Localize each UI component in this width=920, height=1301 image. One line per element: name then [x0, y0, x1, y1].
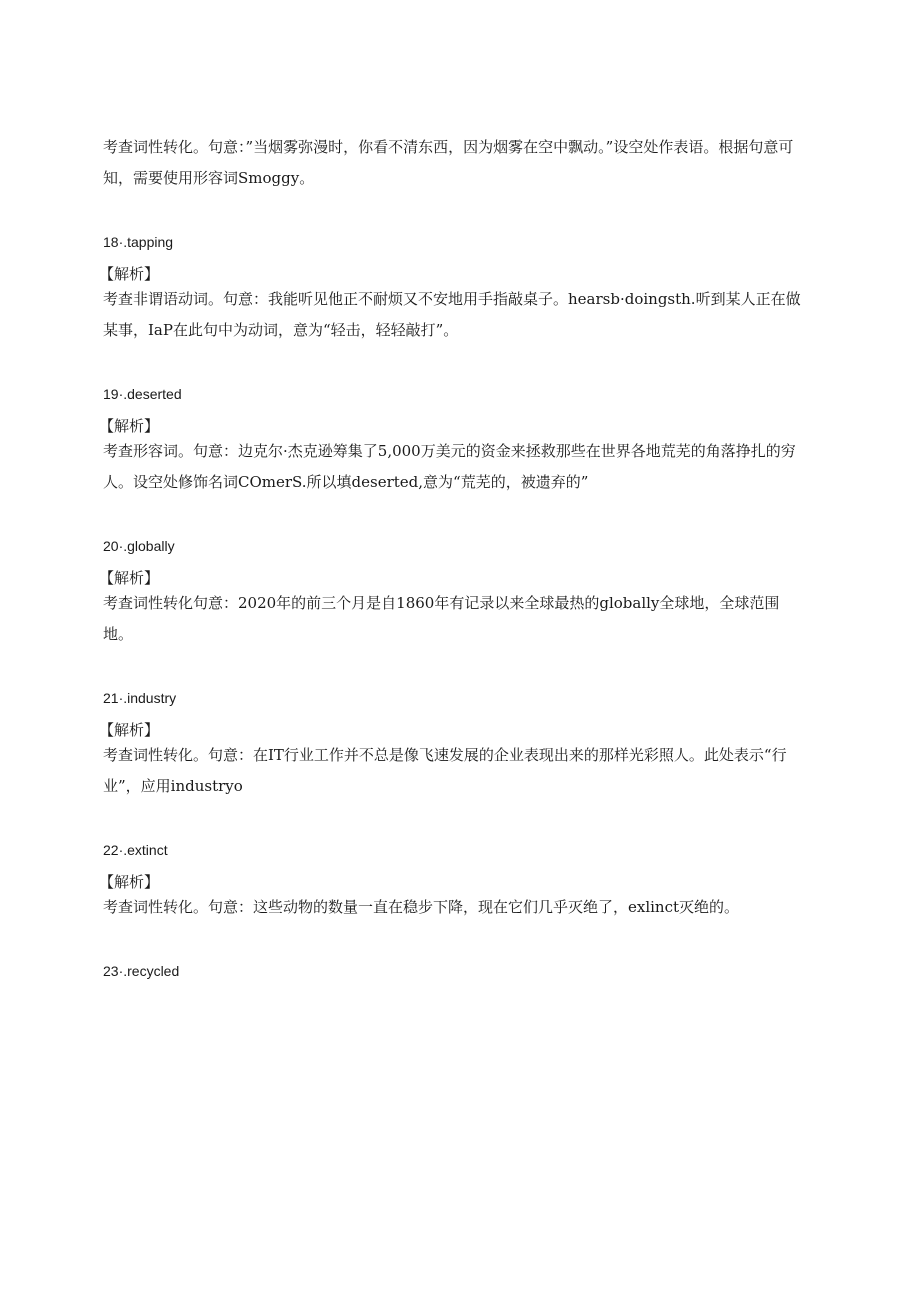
answer-item-22 — [99, 840, 803, 923]
answer-number: 23·.recycled — [103, 963, 180, 979]
analysis-text: 考查词性转化。句意：在IT行业工作并不总是像飞速发展的企业表现出来的那样光彩照人。此处表示“行业”，应用industryo — [103, 746, 787, 795]
analysis-text: 考查形容词。句意：边克尔·杰克逊筹集了5,000万美元的资金来拯救那些在世界各地荒芜的角落挣扎的穷人。设空处修饰名词COmerS.所以填deserted,意为“荒芜的，被遗弃的” — [103, 442, 796, 491]
answer-key-content — [99, 132, 803, 981]
answer-item-19 — [99, 384, 803, 498]
intro-explanation: 考查词性转化。句意：”当烟雾弥漫时，你看不清东西，因为烟雾在空中飘动。”设空处作表语。根据句意可知，需要使用形容词Smoggy。 — [103, 138, 794, 187]
answer-number: 22·.extinct — [103, 842, 168, 858]
answer-number: 18·.tapping — [103, 234, 174, 250]
analysis-label: 【解析】 — [99, 569, 160, 587]
answer-item-18 — [99, 232, 803, 346]
answer-item-21 — [99, 688, 803, 802]
answer-item-23 — [103, 961, 803, 981]
analysis-text: 考查非谓语动词。句意：我能听见他正不耐烦又不安地用手指敲桌子。hearsb·doingsth.听到某人正在做某事，IaP在此句中为动词，意为“轻击，轻轻敲打”。 — [103, 290, 801, 339]
answer-number: 21·.industry — [103, 690, 177, 706]
analysis-label: 【解析】 — [99, 873, 160, 891]
analysis-text: 考查词性转化句意：2020年的前三个月是自1860年有记录以来全球最热的globally全球地，全球范围地。 — [103, 594, 780, 643]
answer-item-20 — [99, 536, 803, 650]
answer-number: 20·.globally — [103, 538, 175, 554]
analysis-label: 【解析】 — [99, 721, 160, 739]
analysis-label: 【解析】 — [99, 417, 160, 435]
analysis-label: 【解析】 — [99, 265, 160, 283]
answer-number: 19·.deserted — [103, 386, 182, 402]
analysis-text: 考查词性转化。句意：这些动物的数量一直在稳步下降，现在它们几乎灭绝了，exlinct灭绝的。 — [103, 898, 740, 916]
